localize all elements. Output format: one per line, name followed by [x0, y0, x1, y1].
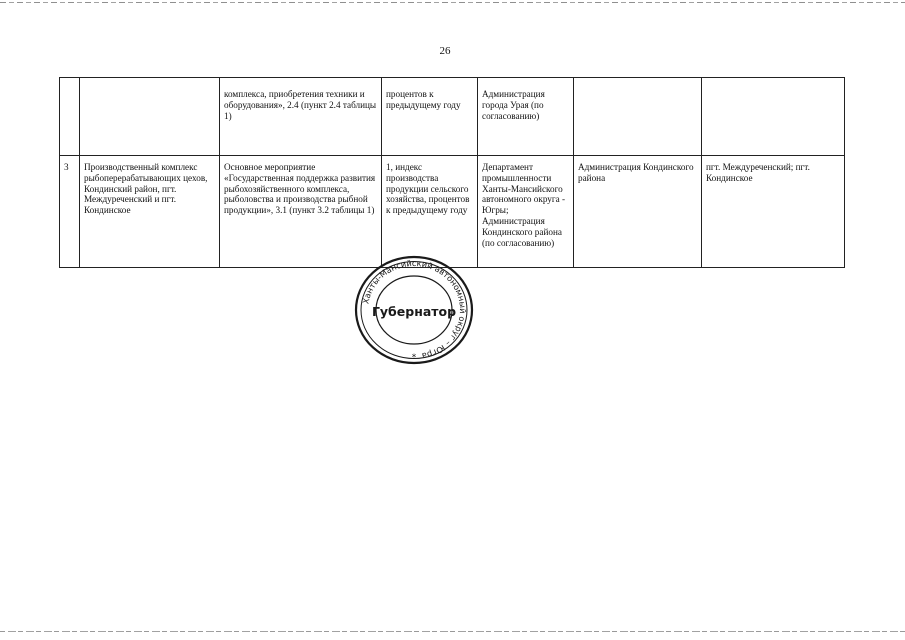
table-row [60, 78, 845, 156]
scan-edge-top [0, 2, 905, 3]
table-row [60, 156, 845, 268]
stamp-ring-text: Ханты-Мансийский автономный округ – Югра [360, 257, 469, 362]
page-number: 26 [439, 45, 451, 57]
cell-responsible: Администрация города Урая (по согласованию) [478, 78, 574, 156]
cell-indicator: процентов к предыдущему году [382, 78, 478, 156]
cell-responsible: Департамент промышленности Ханты-Мансийского автономного округа - Югры; Администрация Кондинского района (по согласованию) [478, 156, 574, 268]
cell-object: Производственный комплекс рыбоперерабатывающих цехов, Кондинский район, пгт. Междуреченский и пгт. Кондинское [80, 156, 220, 268]
document-table [59, 77, 845, 268]
stamp-star-icon: * [411, 353, 417, 363]
cell-indicator: 1, индекс производства продукции сельского хозяйства, процентов к предыдущему году [382, 156, 478, 268]
governor-seal-stamp [353, 254, 475, 366]
cell-measure: комплекса, приобретения техники и оборудования», 2.4 (пункт 2.4 таблицы 1) [220, 78, 382, 156]
cell-location [702, 78, 845, 156]
cell-measure: Основное мероприятие «Государственная поддержка развития рыбохозяйственного комплекса, рыболовства и производства рыбной продукции», 3.1 (пункт 3.2 таблицы 1) [220, 156, 382, 268]
cell-location: пгт. Междуреченский; пгт. Кондинское [702, 156, 845, 268]
stamp-center-text: Губернатор [371, 304, 457, 319]
cell-number [60, 78, 80, 156]
cell-object [80, 78, 220, 156]
cell-municipality [574, 78, 702, 156]
cell-number: 3 [60, 156, 80, 268]
scan-edge-bottom [0, 631, 905, 632]
cell-municipality: Администрация Кондинского района [574, 156, 702, 268]
